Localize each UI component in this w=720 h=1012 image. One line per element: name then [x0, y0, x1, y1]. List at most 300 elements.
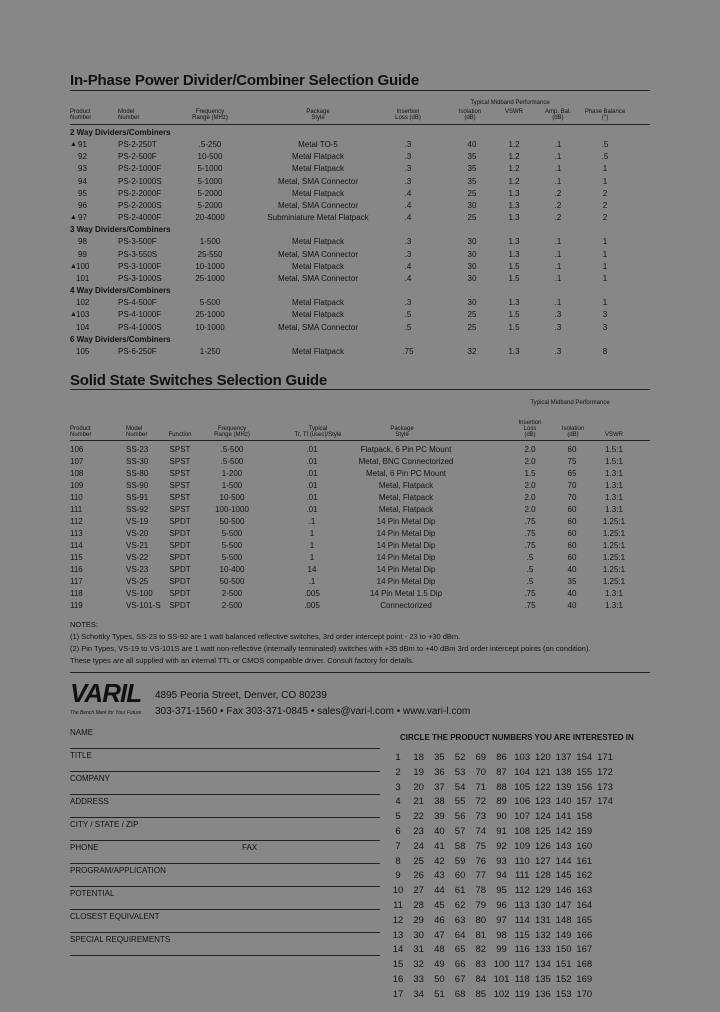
product-number[interactable]: 159	[576, 826, 593, 837]
cell-pn: 106	[70, 445, 84, 454]
product-number[interactable]: 40	[434, 826, 445, 837]
cell-model: PS-4-1000F	[118, 310, 162, 320]
cell-freq: 10-400	[219, 565, 245, 574]
product-number[interactable]: 128	[534, 870, 551, 882]
table-row	[0, 151, 720, 163]
cell-vswr: 1.3	[508, 346, 520, 356]
cell-pn: 100	[76, 261, 90, 271]
form-field[interactable]	[70, 749, 380, 772]
cell-vswr: 1.5	[508, 310, 520, 320]
product-number[interactable]: 165	[576, 914, 593, 926]
cell-amp: .2	[554, 188, 562, 198]
switch-header-5: Package Style	[390, 426, 414, 438]
product-number[interactable]: 153	[555, 988, 572, 1000]
product-number[interactable]: 71	[475, 781, 487, 793]
product-number[interactable]: 88	[496, 781, 507, 793]
product-number[interactable]: 96	[496, 900, 507, 911]
product-number[interactable]: 131	[534, 914, 551, 926]
product-number[interactable]: 20	[413, 781, 424, 793]
cell-vswr: 1.3	[508, 188, 520, 198]
product-number[interactable]: 24	[413, 840, 424, 852]
product-number[interactable]: 154	[576, 752, 593, 763]
cell-iso: 40	[567, 601, 577, 610]
product-number[interactable]: 90	[496, 811, 507, 823]
product-number[interactable]: 161	[576, 855, 593, 867]
cell-pkg: Metal Flatpack	[291, 164, 345, 174]
cell-t: 14	[307, 565, 317, 574]
product-number[interactable]: 63	[454, 914, 466, 926]
product-number[interactable]: 31	[413, 944, 424, 956]
cell-model: SS-92	[126, 505, 149, 514]
product-number[interactable]: 137	[555, 752, 572, 763]
cell-model: SS-91	[126, 493, 149, 502]
product-number[interactable]: 4	[395, 796, 401, 808]
form-field[interactable]	[70, 795, 380, 818]
product-number[interactable]: 115	[514, 929, 530, 941]
product-number[interactable]: 26	[413, 870, 424, 882]
cell-func: SPST	[169, 493, 191, 502]
table-row	[0, 249, 720, 261]
product-number[interactable]: 160	[576, 840, 593, 852]
cell-pn: 117	[70, 577, 83, 586]
table-row	[0, 236, 720, 248]
product-number[interactable]: 133	[534, 944, 551, 956]
cell-pn: 103	[76, 310, 90, 320]
product-number[interactable]: 141	[555, 811, 572, 823]
product-number[interactable]: 28	[413, 900, 424, 911]
cell-pn: 107	[70, 457, 84, 466]
form-field[interactable]	[70, 841, 380, 864]
product-number[interactable]: 1	[395, 752, 401, 763]
product-number[interactable]: 84	[475, 974, 487, 985]
cell-iso: 25	[467, 310, 477, 320]
cell-pn: 95	[78, 188, 87, 198]
product-number[interactable]: 7	[395, 840, 401, 852]
product-number[interactable]: 32	[413, 959, 424, 971]
product-number[interactable]: 170	[576, 988, 593, 1000]
product-number[interactable]: 19	[413, 766, 424, 778]
cell-vswr: 1.2	[508, 176, 520, 186]
cell-iso: 30	[467, 261, 477, 271]
product-number[interactable]: 171	[597, 752, 613, 763]
product-number[interactable]: 72	[475, 796, 487, 808]
product-number[interactable]: 64	[454, 929, 466, 941]
product-number[interactable]: 95	[496, 885, 507, 897]
product-number[interactable]: 69	[475, 752, 487, 763]
product-number[interactable]: 2	[395, 766, 401, 778]
product-number[interactable]: 139	[555, 781, 572, 793]
product-number[interactable]: 47	[434, 929, 445, 941]
product-number[interactable]: 155	[576, 766, 593, 778]
cell-model: PS-3-1000S	[118, 274, 162, 283]
cell-t: 1	[309, 529, 315, 538]
product-number[interactable]: 83	[475, 959, 487, 971]
cell-pn: 96	[78, 201, 87, 210]
product-number[interactable]: 76	[475, 855, 487, 867]
cell-iso: 70	[567, 481, 577, 490]
product-number[interactable]: 135	[534, 974, 551, 985]
product-number[interactable]: 101	[493, 974, 510, 985]
cell-freq: 10-500	[197, 152, 223, 162]
cell-t: .005	[304, 601, 320, 610]
divider-header-3: Package Style	[306, 109, 330, 121]
product-number[interactable]: 118	[514, 974, 530, 985]
product-number[interactable]: 149	[555, 929, 572, 941]
cell-pkg: 14 Pin Metal Dip	[376, 541, 436, 550]
product-number[interactable]: 78	[475, 885, 487, 897]
cell-model: VS-20	[126, 529, 149, 538]
product-number[interactable]: 29	[413, 914, 424, 926]
product-number[interactable]: 22	[413, 811, 424, 823]
product-number[interactable]: 89	[496, 796, 507, 808]
product-number[interactable]: 54	[454, 781, 466, 793]
product-number[interactable]: 102	[493, 988, 510, 1000]
product-number[interactable]: 56	[454, 811, 466, 823]
product-number[interactable]: 8	[395, 855, 401, 867]
product-number[interactable]: 109	[514, 840, 531, 852]
product-number[interactable]: 80	[475, 914, 487, 926]
product-number[interactable]: 34	[413, 988, 424, 1000]
product-number[interactable]: 39	[434, 811, 445, 823]
cell-iso: 70	[567, 493, 577, 502]
product-number[interactable]: 129	[534, 885, 551, 897]
cell-il: .5	[526, 577, 534, 586]
cell-freq: 10-1000	[195, 261, 225, 271]
product-number[interactable]: 142	[555, 826, 572, 837]
switch-header-0: Product Number	[70, 426, 92, 438]
product-number[interactable]: 16	[392, 974, 404, 985]
product-number[interactable]: 15	[392, 959, 404, 971]
cell-pkg: Metal, BNC Connectorized	[358, 457, 454, 466]
table-row	[0, 600, 720, 612]
product-number[interactable]: 147	[555, 900, 572, 911]
cell-iso: 35	[467, 176, 477, 186]
product-number[interactable]: 82	[475, 944, 487, 956]
cell-il: .5	[404, 310, 412, 320]
form-field[interactable]	[70, 910, 380, 933]
cell-iso: 25	[467, 188, 477, 198]
product-number[interactable]: 46	[434, 914, 445, 926]
product-number[interactable]: 50	[434, 974, 445, 985]
table-row	[0, 163, 720, 175]
table-row	[0, 139, 720, 151]
form-field[interactable]	[70, 726, 380, 749]
product-number[interactable]: 104	[514, 766, 531, 778]
product-number[interactable]: 148	[555, 914, 572, 926]
table-row	[0, 480, 720, 492]
product-number[interactable]: 126	[534, 840, 551, 852]
product-number[interactable]: 61	[454, 885, 466, 897]
product-number[interactable]: 25	[413, 855, 424, 867]
product-number[interactable]: 68	[454, 988, 466, 1000]
product-number[interactable]: 151	[555, 959, 572, 971]
cell-pkg: Metal TO-5	[298, 140, 338, 149]
cell-phase: 1	[602, 261, 608, 271]
cell-t: .01	[306, 469, 318, 478]
product-number[interactable]: 174	[597, 796, 613, 808]
product-number[interactable]: 59	[454, 855, 466, 867]
product-number[interactable]: 167	[576, 944, 593, 956]
product-number[interactable]: 87	[496, 766, 507, 778]
product-number[interactable]: 36	[434, 766, 445, 778]
product-number[interactable]: 18	[413, 752, 424, 763]
product-number[interactable]: 130	[534, 900, 551, 911]
cell-iso: 30	[467, 298, 477, 308]
cell-pkg: Connectorized	[380, 601, 432, 610]
cell-func: SPDT	[169, 601, 191, 610]
cell-freq: 50-500	[219, 517, 245, 526]
product-number[interactable]: 162	[576, 870, 593, 882]
cell-phase: 3	[602, 322, 608, 332]
product-number[interactable]: 123	[534, 796, 551, 808]
cell-vswr: 1.3	[508, 201, 520, 210]
product-number[interactable]: 113	[514, 900, 530, 911]
product-number[interactable]: 124	[534, 811, 551, 823]
product-number[interactable]: 112	[514, 885, 530, 897]
product-number[interactable]: 92	[496, 840, 507, 852]
product-number[interactable]: 93	[496, 855, 507, 867]
product-number[interactable]: 21	[413, 796, 424, 808]
cell-iso: 25	[467, 213, 477, 223]
cell-pkg: Metal, SMA Connector	[277, 201, 359, 210]
product-number[interactable]: 97	[496, 914, 507, 926]
cell-freq: 2-500	[221, 601, 243, 610]
cell-model: SS-30	[126, 457, 149, 466]
cell-iso: 30	[467, 237, 477, 247]
product-number[interactable]: 106	[514, 796, 531, 808]
product-number[interactable]: 140	[555, 796, 572, 808]
cell-amp: .1	[554, 274, 562, 283]
fax-label: FAX	[242, 843, 258, 852]
cell-amp: .1	[554, 140, 562, 149]
cell-il: .3	[404, 249, 412, 259]
product-number[interactable]: 33	[413, 974, 424, 985]
product-number[interactable]: 145	[555, 870, 572, 882]
product-number[interactable]: 136	[534, 988, 551, 1000]
cell-amp: .1	[554, 152, 562, 162]
product-number[interactable]: 37	[434, 781, 445, 793]
product-number[interactable]: 105	[514, 781, 531, 793]
product-number[interactable]: 86	[496, 752, 507, 763]
product-number[interactable]: 157	[576, 796, 593, 808]
form-field-label: TITLE	[70, 751, 92, 760]
product-number[interactable]: 75	[475, 840, 487, 852]
cell-pn: 102	[76, 298, 90, 308]
product-number[interactable]: 94	[496, 870, 507, 882]
product-number[interactable]: 62	[454, 900, 466, 911]
product-number[interactable]: 163	[576, 885, 593, 897]
table-row	[0, 261, 720, 273]
cell-freq: 1-250	[199, 346, 221, 356]
product-number[interactable]: 121	[534, 766, 551, 778]
product-number[interactable]: 44	[434, 885, 445, 897]
product-number[interactable]: 14	[392, 944, 404, 956]
table-row	[0, 468, 720, 480]
product-number[interactable]: 3	[395, 781, 401, 793]
product-number[interactable]: 110	[514, 855, 530, 867]
product-number[interactable]: 6	[395, 826, 401, 837]
cell-freq: .5-250	[198, 140, 222, 149]
cell-vswr: 1.3:1	[605, 601, 623, 610]
product-number[interactable]: 107	[514, 811, 531, 823]
divider-group-title: 4 Way Dividers/Combiners	[70, 286, 171, 296]
form-field-label: SPECIAL REQUIREMENTS	[70, 935, 171, 944]
product-number[interactable]: 51	[434, 988, 445, 1000]
product-number[interactable]: 52	[454, 752, 466, 763]
product-number[interactable]: 132	[534, 929, 551, 941]
cell-func: SPDT	[169, 541, 191, 550]
divider-header-7: Amp. Bal. (dB)	[544, 109, 571, 121]
cell-phase: .5	[601, 152, 609, 162]
cell-pkg: Metal Flatpack	[291, 298, 345, 308]
form-field[interactable]	[70, 818, 380, 841]
product-number[interactable]: 125	[534, 826, 551, 837]
product-number[interactable]: 48	[434, 944, 445, 956]
cell-pn: 114	[70, 541, 83, 550]
product-number[interactable]: 158	[576, 811, 593, 823]
cell-iso: 60	[567, 517, 577, 526]
cell-pkg: Metal, Flatpack	[378, 505, 434, 514]
product-number[interactable]: 17	[392, 988, 404, 1000]
product-number[interactable]: 143	[555, 840, 572, 852]
product-number[interactable]: 10	[392, 885, 404, 897]
table-row	[0, 212, 720, 224]
product-number[interactable]: 117	[514, 959, 530, 971]
product-number[interactable]: 55	[454, 796, 466, 808]
form-field[interactable]	[70, 772, 380, 795]
product-number[interactable]: 12	[392, 914, 404, 926]
product-number[interactable]: 30	[413, 929, 424, 941]
product-number[interactable]: 27	[413, 885, 424, 897]
product-number[interactable]: 79	[475, 900, 487, 911]
product-number[interactable]: 74	[475, 826, 487, 837]
cell-vswr: 1.5:1	[605, 457, 623, 466]
table-row	[0, 322, 720, 334]
cell-pkg: Metal Flatpack	[291, 152, 345, 162]
product-number[interactable]: 65	[454, 944, 466, 956]
cell-freq: 5-500	[221, 541, 243, 550]
product-number[interactable]: 81	[475, 929, 487, 941]
product-number[interactable]: 98	[496, 929, 507, 941]
cell-pkg: 14 Pin Metal Dip	[376, 565, 436, 574]
new-product-marker-icon: ▲	[70, 311, 77, 319]
product-number[interactable]: 49	[434, 959, 445, 971]
product-number[interactable]: 111	[514, 870, 530, 882]
switch-header-7: Isolation (dB)	[561, 426, 585, 438]
cell-pkg: Metal, 6 Pin PC Mount	[365, 469, 447, 478]
cell-pkg: 14 Pin Metal Dip	[376, 517, 436, 526]
product-number[interactable]: 152	[555, 974, 572, 985]
product-number[interactable]: 119	[514, 988, 530, 1000]
product-number[interactable]: 116	[514, 944, 530, 956]
cell-phase: 3	[602, 310, 608, 320]
cell-freq: .5-500	[220, 445, 244, 454]
product-number[interactable]: 169	[576, 974, 593, 985]
product-number[interactable]: 70	[475, 766, 487, 778]
cell-iso: 60	[567, 445, 577, 454]
product-number[interactable]: 172	[597, 766, 613, 778]
table-row	[0, 540, 720, 552]
table-row	[0, 346, 720, 358]
cell-vswr: 1.25:1	[602, 541, 626, 550]
product-number[interactable]: 41	[434, 840, 445, 852]
product-number[interactable]: 100	[493, 959, 510, 971]
form-field[interactable]	[70, 933, 380, 956]
product-number[interactable]: 57	[454, 826, 466, 837]
product-number[interactable]: 45	[434, 900, 445, 911]
cell-pkg: Metal, Flatpack	[378, 481, 434, 490]
divider-group-title: 2 Way Dividers/Combiners	[70, 128, 171, 137]
cell-vswr: 1.25:1	[602, 517, 626, 526]
cell-amp: .3	[554, 322, 562, 332]
product-number[interactable]: 58	[454, 840, 466, 852]
product-number[interactable]: 85	[475, 988, 487, 1000]
product-number[interactable]: 91	[496, 826, 507, 837]
product-number[interactable]: 99	[496, 944, 507, 956]
cell-func: SPDT	[169, 577, 191, 586]
cell-il: 2.0	[524, 457, 536, 466]
product-number[interactable]: 114	[514, 914, 530, 926]
cell-amp: .2	[554, 213, 562, 223]
product-number[interactable]: 122	[534, 781, 551, 793]
product-number[interactable]: 156	[576, 781, 593, 793]
product-number[interactable]: 60	[454, 870, 466, 882]
product-number[interactable]: 127	[534, 855, 551, 867]
product-number[interactable]: 150	[555, 944, 572, 956]
product-number[interactable]: 166	[576, 929, 593, 941]
product-number[interactable]: 146	[555, 885, 572, 897]
product-number[interactable]: 134	[534, 959, 551, 971]
cell-model: PS-4-1000S	[118, 322, 162, 332]
table-row	[0, 297, 720, 309]
cell-model: PS-2-1000F	[118, 164, 162, 174]
product-number[interactable]: 77	[475, 870, 487, 882]
product-number[interactable]: 13	[392, 929, 404, 941]
product-number[interactable]: 168	[576, 959, 593, 971]
cell-pn: 94	[78, 176, 87, 186]
product-number[interactable]: 138	[555, 766, 572, 778]
product-number[interactable]: 38	[434, 796, 445, 808]
cell-amp: .1	[554, 249, 562, 259]
product-number[interactable]: 9	[395, 870, 401, 882]
product-number[interactable]: 53	[454, 766, 466, 778]
product-number[interactable]: 42	[434, 855, 445, 867]
switch-header-2: Function	[168, 432, 192, 438]
product-number[interactable]: 67	[454, 974, 466, 985]
cell-vswr: 1.3	[508, 237, 520, 247]
company-tagline: The Bench Mark for Your Future	[70, 710, 142, 716]
product-number[interactable]: 73	[475, 811, 487, 823]
product-number[interactable]: 66	[454, 959, 466, 971]
form-field[interactable]	[70, 864, 380, 887]
product-number[interactable]: 11	[393, 900, 403, 911]
form-field-label: CITY / STATE / ZIP	[70, 820, 139, 829]
form-field[interactable]	[70, 887, 380, 910]
cell-phase: 2	[602, 188, 608, 198]
product-number[interactable]: 23	[413, 826, 424, 837]
product-number[interactable]: 5	[395, 811, 401, 823]
product-number[interactable]: 164	[576, 900, 593, 911]
product-number[interactable]: 43	[434, 870, 445, 882]
product-number[interactable]: 144	[555, 855, 572, 867]
product-number[interactable]: 120	[534, 752, 551, 763]
cell-iso: 60	[567, 553, 577, 562]
product-number[interactable]: 35	[434, 752, 445, 763]
product-number[interactable]: 173	[597, 781, 613, 793]
product-number[interactable]: 103	[514, 752, 531, 763]
cell-vswr: 1.3:1	[605, 589, 623, 598]
product-number[interactable]: 108	[514, 826, 531, 837]
